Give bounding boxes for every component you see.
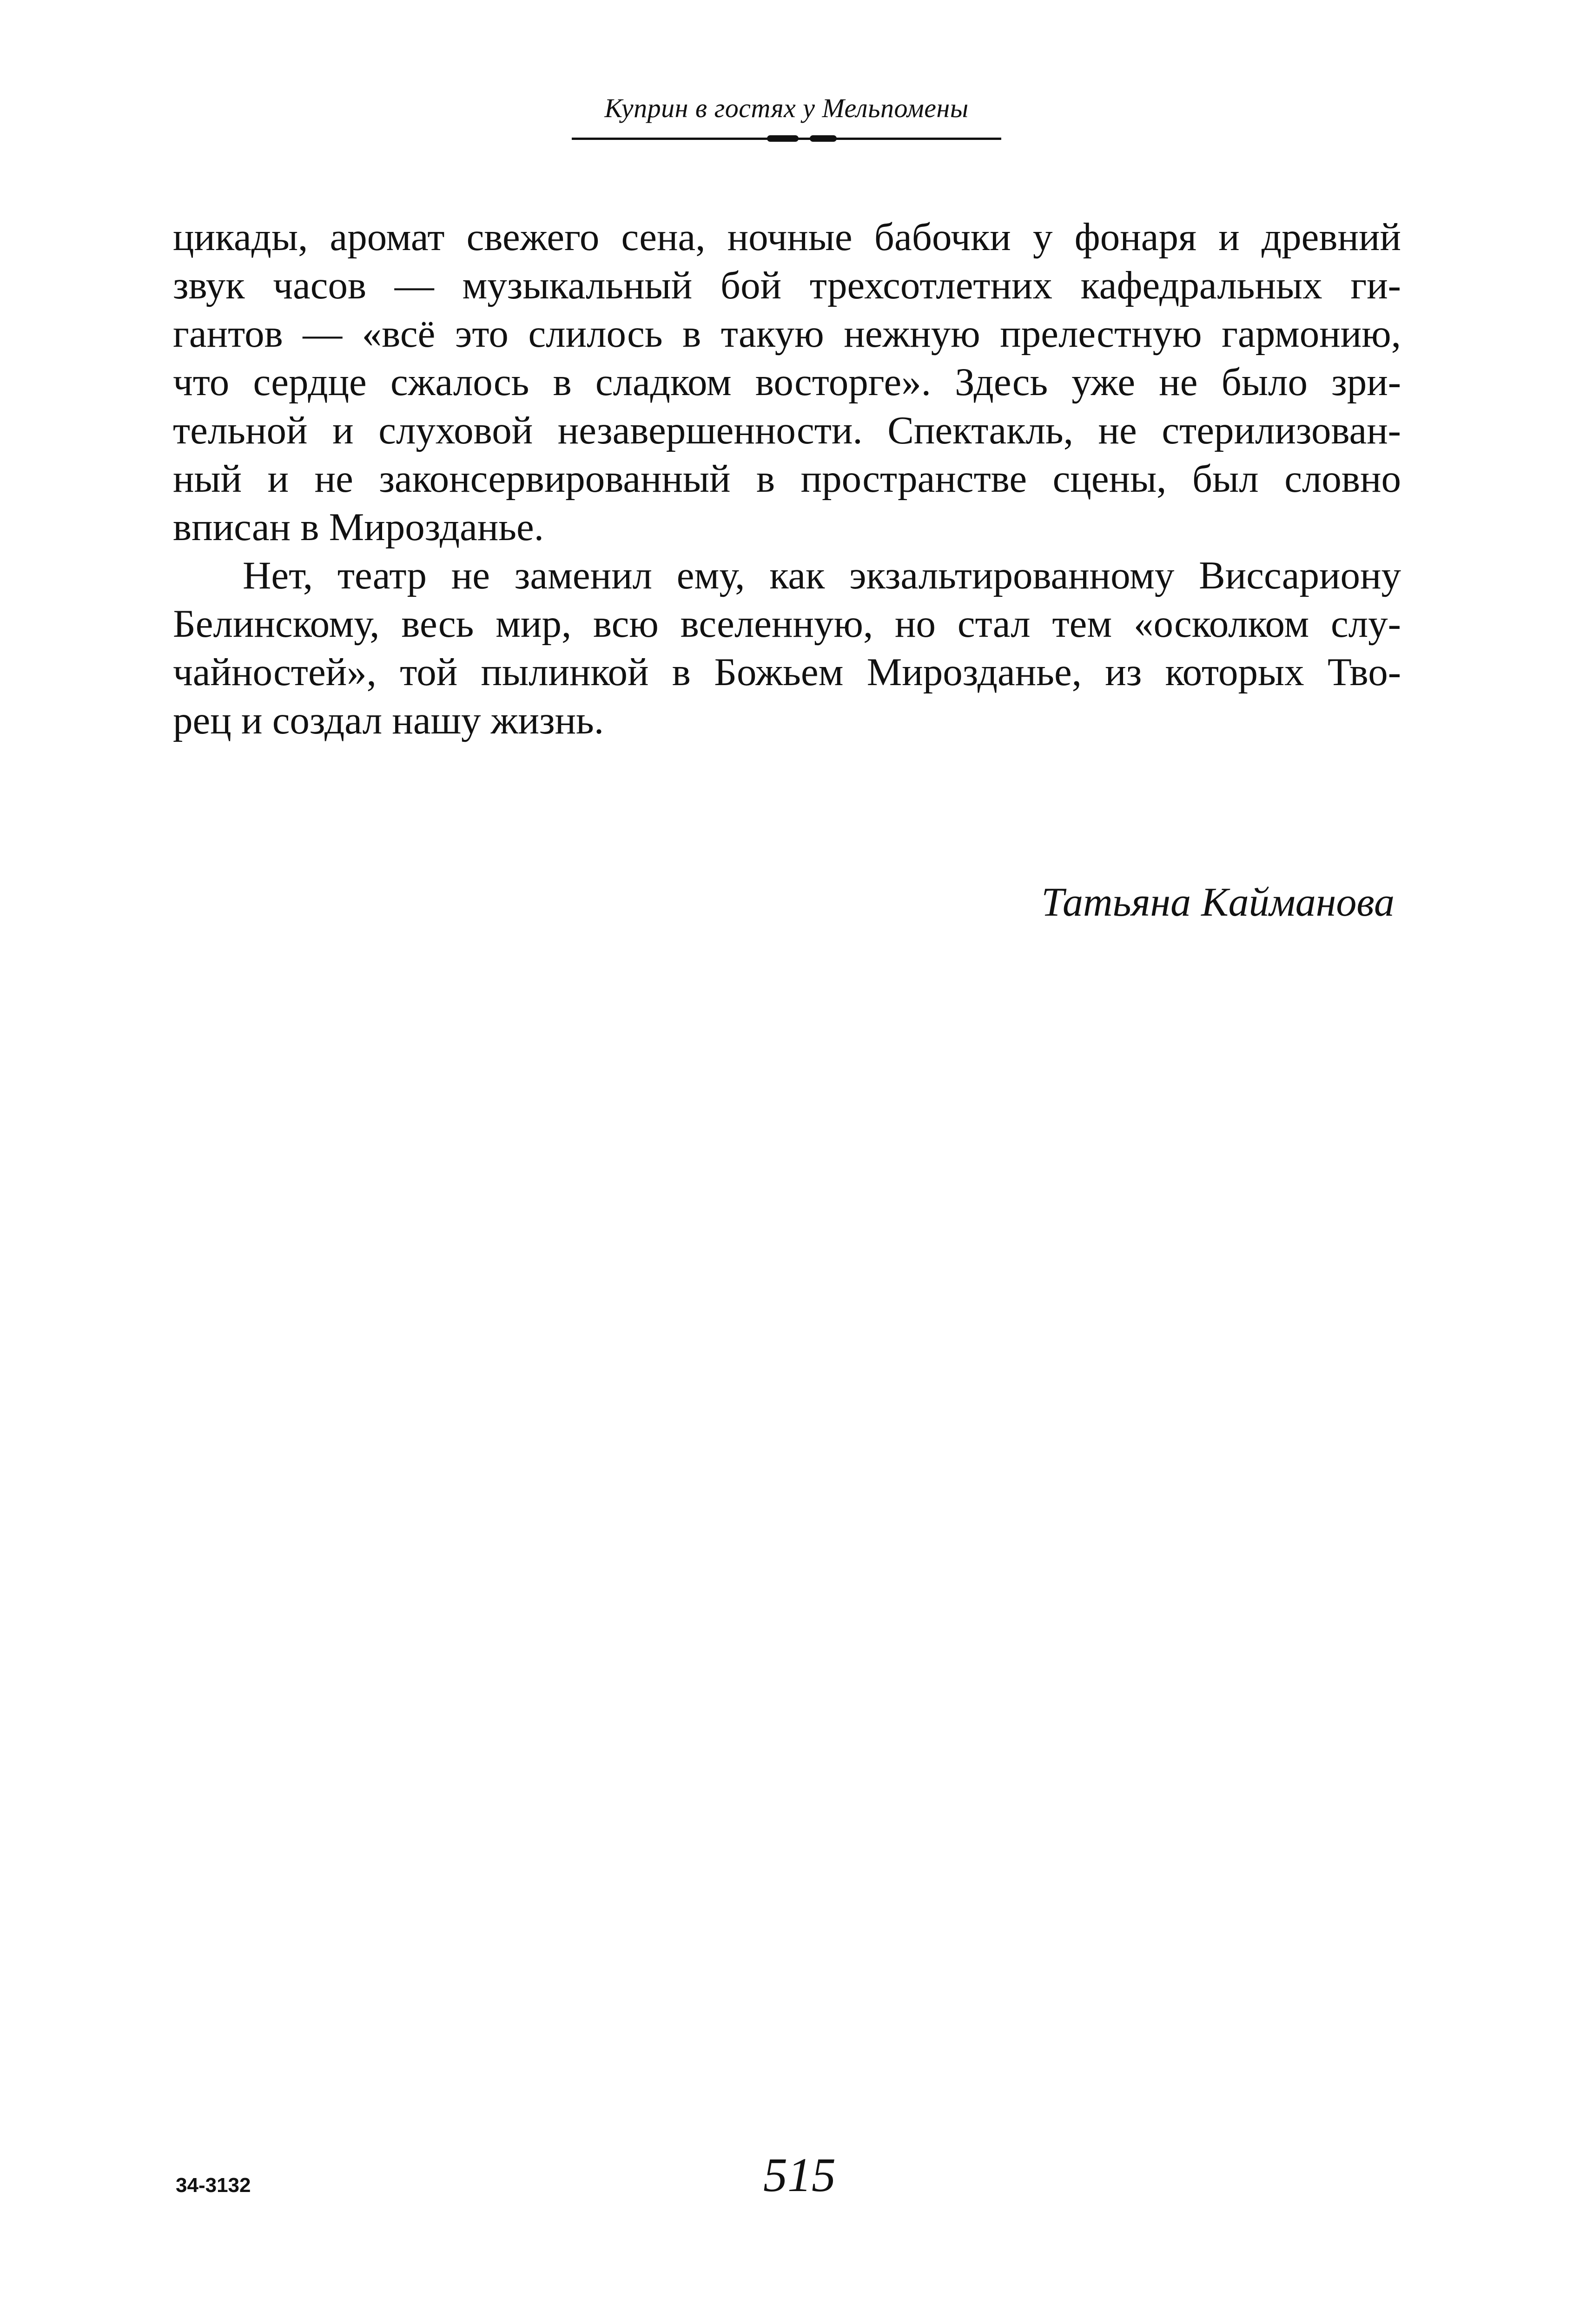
paragraph-2-line-1: Нет, театр не заменил ему, как экзальтированному Виссариону [243, 554, 1401, 597]
paragraph-2-line-2: Белинскому, весь мир, всю вселенную, но стал тем «осколком слу- [173, 602, 1401, 646]
paragraph-1-line-4: что сердце сжалось в сладком восторге». Здесь уже не было зри- [173, 360, 1401, 404]
paragraph-1-line-1: цикады, аромат свежего сена, ночные бабочки у фонаря и древний [173, 215, 1401, 259]
ornamental-rule-knot-right [810, 135, 837, 142]
ornamental-rule-knot-left [767, 135, 799, 142]
paragraph-2-line-3: чайностей», той пылинкой в Божьем Мирозданье, из которых Тво- [173, 650, 1401, 694]
paragraph-1-line-5: тельной и слуховой незавершенности. Спектакль, не стерилизован- [173, 409, 1401, 452]
author-signature: Татьяна Кайманова [1041, 880, 1395, 925]
page-number: 515 [763, 2148, 836, 2202]
ornamental-rule [572, 134, 1001, 142]
paragraph-1-line-7: вписан в Мирозданье. [173, 505, 544, 549]
printer-signature-mark: 34-3132 [176, 2174, 251, 2197]
body-text [173, 213, 1401, 745]
paragraph-1-line-6: ный и не законсервированный в пространстве сцены, был словно [173, 457, 1401, 501]
paragraph-1-line-2: звук часов — музыкальный бой трехсотлетних кафедральных ги- [173, 264, 1401, 307]
paragraph-2-line-4: рец и создал нашу жизнь. [173, 699, 604, 742]
paragraph-1-line-3: гантов — «всё это слилось в такую нежную прелестную гармонию, [173, 312, 1401, 356]
running-head-title: Куприн в гостях у Мельпомены [604, 93, 969, 123]
